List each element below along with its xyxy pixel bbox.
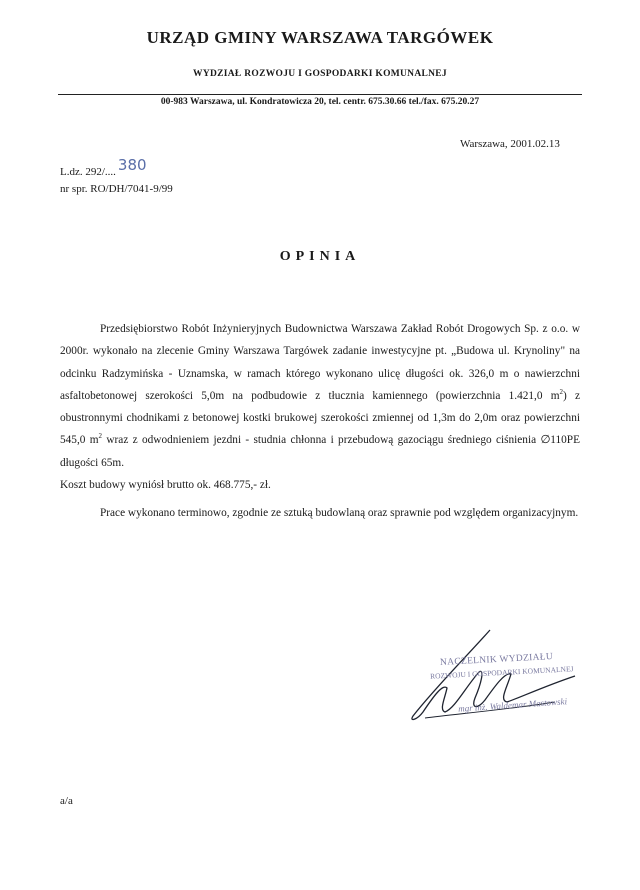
stamp-name: mgr inż. Waldemar Mastowski [457,696,568,714]
case-number: nr spr. RO/DH/7041-9/99 [60,183,173,195]
department-name: WYDZIAŁ ROZWOJU I GOSPODARKI KOMUNALNEJ [193,69,447,79]
office-name: URZĄD GMINY WARSZAWA TARGÓWEK [146,28,494,47]
reference-ldz [60,156,147,179]
typist-initials: a/a [60,795,73,807]
office-address: 00-983 Warszawa, ul. Kondratowicza 20, tel. centr. 675.30.66 tel./fax. 675.20.27 [160,97,480,107]
document-body [60,318,580,525]
ldz-handwritten-number: 380 [117,156,147,174]
header-divider [58,94,582,95]
stamp-department: ROZWOJU I GOSPODARKI KOMUNALNEJ [429,664,574,681]
place-date: Warszawa, 2001.02.13 [460,138,560,150]
paragraph-investment: Przedsiębiorstwo Robót Inżynieryjnych Budownictwa Warszawa Zakład Robót Drogowych Sp. z o.o. w 2000r. wykonało na zlecenie Gminy Warszawa Targówek zadanie inwestycyjne pt. „Budowa ul. Krynoliny" na odcinku Radzymińska - Uznamska, w ramach którego wykonano ulicę długości ok. 326,0 m o nawierzchni asfaltobetonowej szerokości 5,0m na podbudowie z tłucznia kamiennego (powierzchnia 1.421,0 $m^2$) z obustronnymi chodnikami z betonowej kostki brukowej szerokości zmiennej od 1,3m do 2,0m oraz powierzchni 545,0 $m^2$ wraz z odwodnieniem jezdni - studnia chłonna i przebudową gazociągu średniego ciśnienia ∅110PE długości 65m. [60,323,581,469]
paragraph-conclusion: Prace wykonano terminowo, zgodnie ze sztuką budowlaną oraz sprawnie pod względem organizacyjnym. [100,507,579,520]
paragraph-cost: Koszt budowy wyniósł brutto ok. 468.775,- zł. [60,479,271,492]
ldz-prefix: L.dz. 292/.... [60,166,116,178]
handwritten-signature [395,628,615,728]
stamp-title: NACZELNIK WYDZIAŁU [439,652,554,668]
document-heading: OPINIA [279,249,361,264]
